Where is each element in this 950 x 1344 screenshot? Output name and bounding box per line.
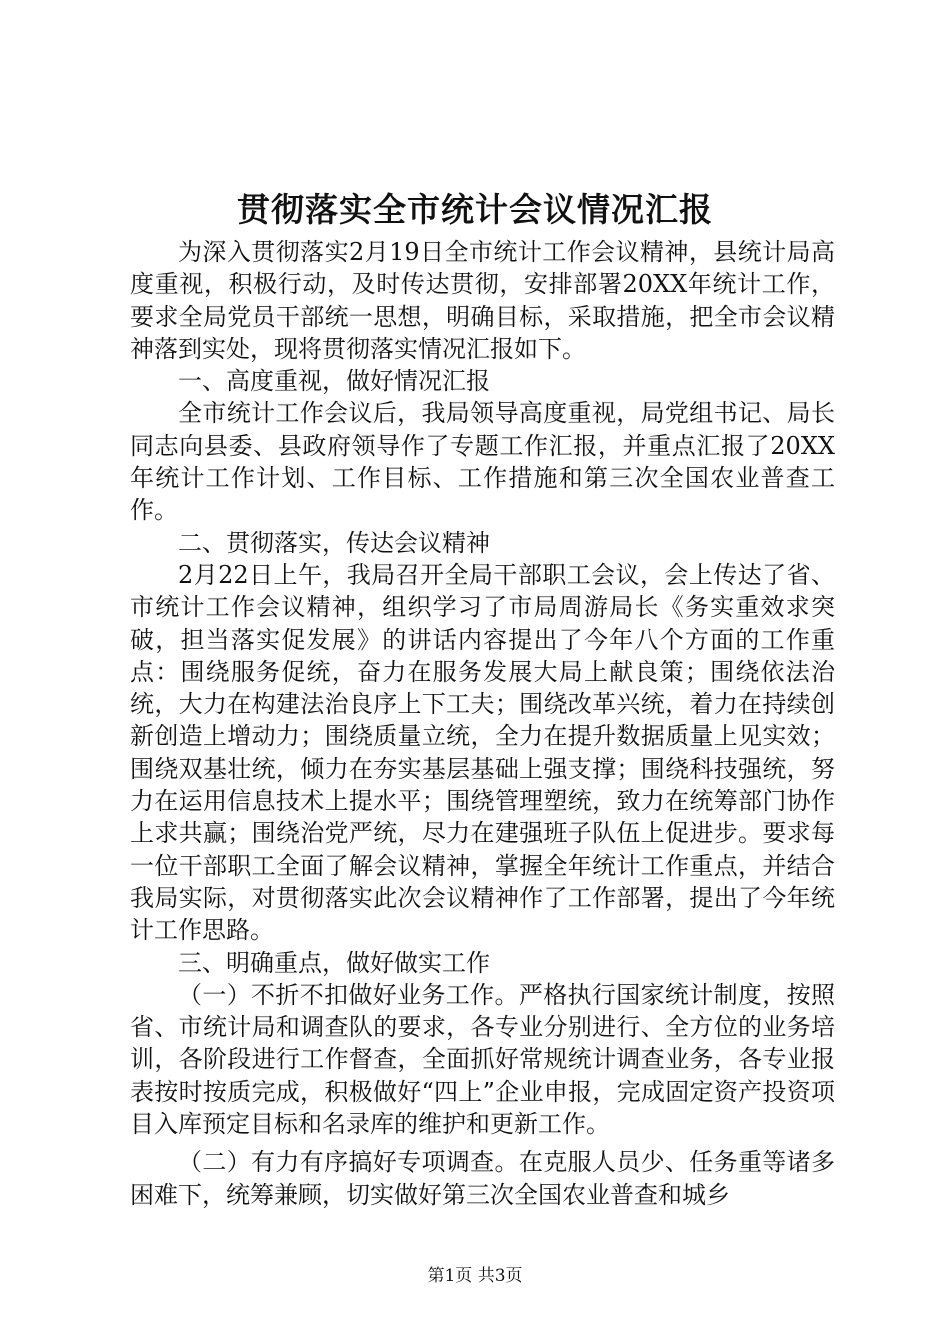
section-3-item-2: （二）有力有序搞好专项调查。在克服人员少、任务重等诸多困难下，统筹兼顾，切实做好第三次全国农业普查和城乡 (130, 1148, 835, 1209)
section-2-paragraph: 2月22日上午，我局召开全局干部职工会议，会上传达了省、市统计工作会议精神，组织学习了市局周游局长《务实重效求突破，担当落实促发展》的讲话内容提出了今年八个方面的工作重点：围绕服务促统，奋力在服务发展大局上献良策；围绕依法治统，大力在构建法治良序上下工夫；围绕改革兴统，着力在持续创新创造上增动力；围绕质量立统，全力在提升数据质量上见实效；围绕双基壮统，倾力在夯实基层基础上强支撑；围绕科技强统，努力在运用信息技术上提水平；围绕管理塑统，致力在统筹部门协作上求共赢；围绕治党严统，尽力在建强班子队伍上促进步。要求每一位干部职工全面了解会议精神，掌握全年统计工作重点，并结合我局实际，对贯彻落实此次会议精神作了工作部署，提出了今年统计工作思路。 (130, 560, 835, 945)
section-heading-1: 一、高度重视，做好情况汇报 (178, 367, 490, 396)
document-body (130, 236, 835, 1211)
page-footer: 第1页 共3页 (427, 1266, 523, 1286)
intro-paragraph: 为深入贯彻落实2月19日全市统计工作会议精神，县统计局高度重视，积极行动，及时传达贯彻，安排部署20XX年统计工作，要求全局党员干部统一思想，明确目标，采取措施，把全市会议精神落到实处，现将贯彻落实情况汇报如下。 (130, 238, 835, 363)
section-heading-3: 三、明确重点，做好做实工作 (178, 948, 490, 977)
section-1-paragraph: 全市统计工作会议后，我局领导高度重视，局党组书记、局长同志向县委、县政府领导作了专题工作汇报，并重点汇报了20XX年统计工作计划、工作目标、工作措施和第三次全国农业普查工作。 (130, 399, 835, 525)
section-3-item-1: （一）不折不扣做好业务工作。严格执行国家统计制度，按照省、市统计局和调查队的要求，各专业分别进行、全方位的业务培训，各阶段进行工作督查，全面抓好常规统计调查业务，各专业报表按时按质完成，积极做好“四上”企业申报，完成固定资产投资项目入库预定目标和名录库的维护和更新工作。 (130, 980, 835, 1139)
section-heading-2: 二、贯彻落实，传达会议精神 (178, 528, 490, 557)
document-title: 贯彻落实全市统计会议情况汇报 (237, 190, 713, 229)
